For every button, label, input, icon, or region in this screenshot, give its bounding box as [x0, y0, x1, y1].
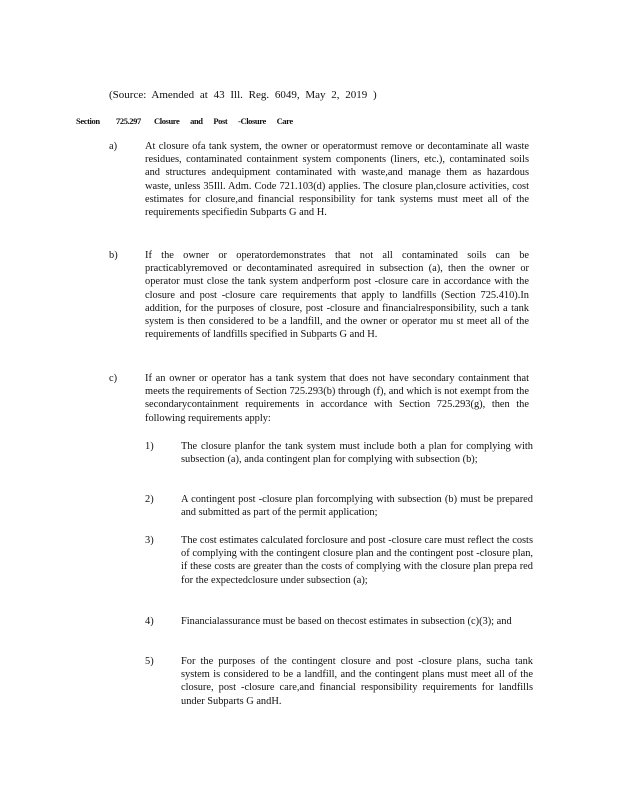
section-label: Section [76, 116, 100, 126]
subsection-text: The closure planfor the tank system must include both a plan for complying with subsection (a), anda contingent plan for complying with subsection (b); [181, 441, 533, 466]
section-number: 725.297 [116, 116, 141, 126]
section-heading [76, 115, 556, 129]
subsection-text: At closure ofa tank system, the owner or operatormust remove or decontaminate all waste residues, contaminated containment system components (liners, etc.), contaminated soils and structures andequipment contaminated with waste,and manage them as hazardous waste, unless 35Ill. Adm. Code 721.103(d) applies. The closure plan,closure activities, cost estimates for closure,and financial responsibility for tank systems must meet all of the requirements specifiedin Subparts G and H. [145, 141, 529, 219]
subsection-text: If the owner or operatordemonstrates that not all contaminated soils can be practicablyremoved or decontaminated asrequired in subsection (a), then the owner or operator must close the tank system andperform post -closure care in accordance with the closure and post -closure care requirements that apply to landfills (Section 725.410).In addition, for the purposes of closure, post -closure and financialresponsibility, such a tank system is then considered to be a landfill, and the owner or operator mu st meet all of the requirements of landfills specified in Subparts G and H. [145, 250, 529, 341]
subsection-label: 5) [145, 656, 154, 667]
subsection-text: For the purposes of the contingent closure and post -closure plans, sucha tank system is considered to be a landfill, and the contingent plans must meet all of the closure, post -closure care,and financial responsibility requirements for landfills under Subparts G andH. [181, 656, 533, 707]
subsection-text: A contingent post -closure plan forcomplying with subsection (b) must be prepared and submitted as part of the permit application; [181, 494, 533, 519]
subsection-label: 1) [145, 441, 154, 452]
subsection-label: 4) [145, 616, 154, 627]
subsection-text: The cost estimates calculated forclosure and post -closure care must reflect the costs of complying with the contingent closure plan and the contingent post -closure plan, if these costs are greater than the costs of complying with the closure plan prepa red for the expectedclosure under subsection (a); [181, 535, 533, 586]
subsection-label: c) [109, 373, 118, 384]
subsection-text: Financialassurance must be based on thecost estimates in subsection (c)(3); and [181, 616, 512, 627]
source-note: (Source: Amended at 43 Ill. Reg. 6049, May 2, 2019 ) [109, 89, 377, 101]
subsection-text: If an owner or operator has a tank system that does not have secondary containment that meets the requirements of Section 725.293(b) through (f), and which is not exempt from the secondarycontainment requirements in accordance with Section 725.293(g), then the following requirements apply: [145, 373, 529, 424]
subsection-label: 3) [145, 535, 154, 546]
subsection-label: 2) [145, 494, 154, 505]
subsection-label: a) [109, 141, 118, 152]
subsection-label: b) [109, 250, 118, 261]
section-title: Closure and Post -Closure Care [154, 116, 293, 126]
